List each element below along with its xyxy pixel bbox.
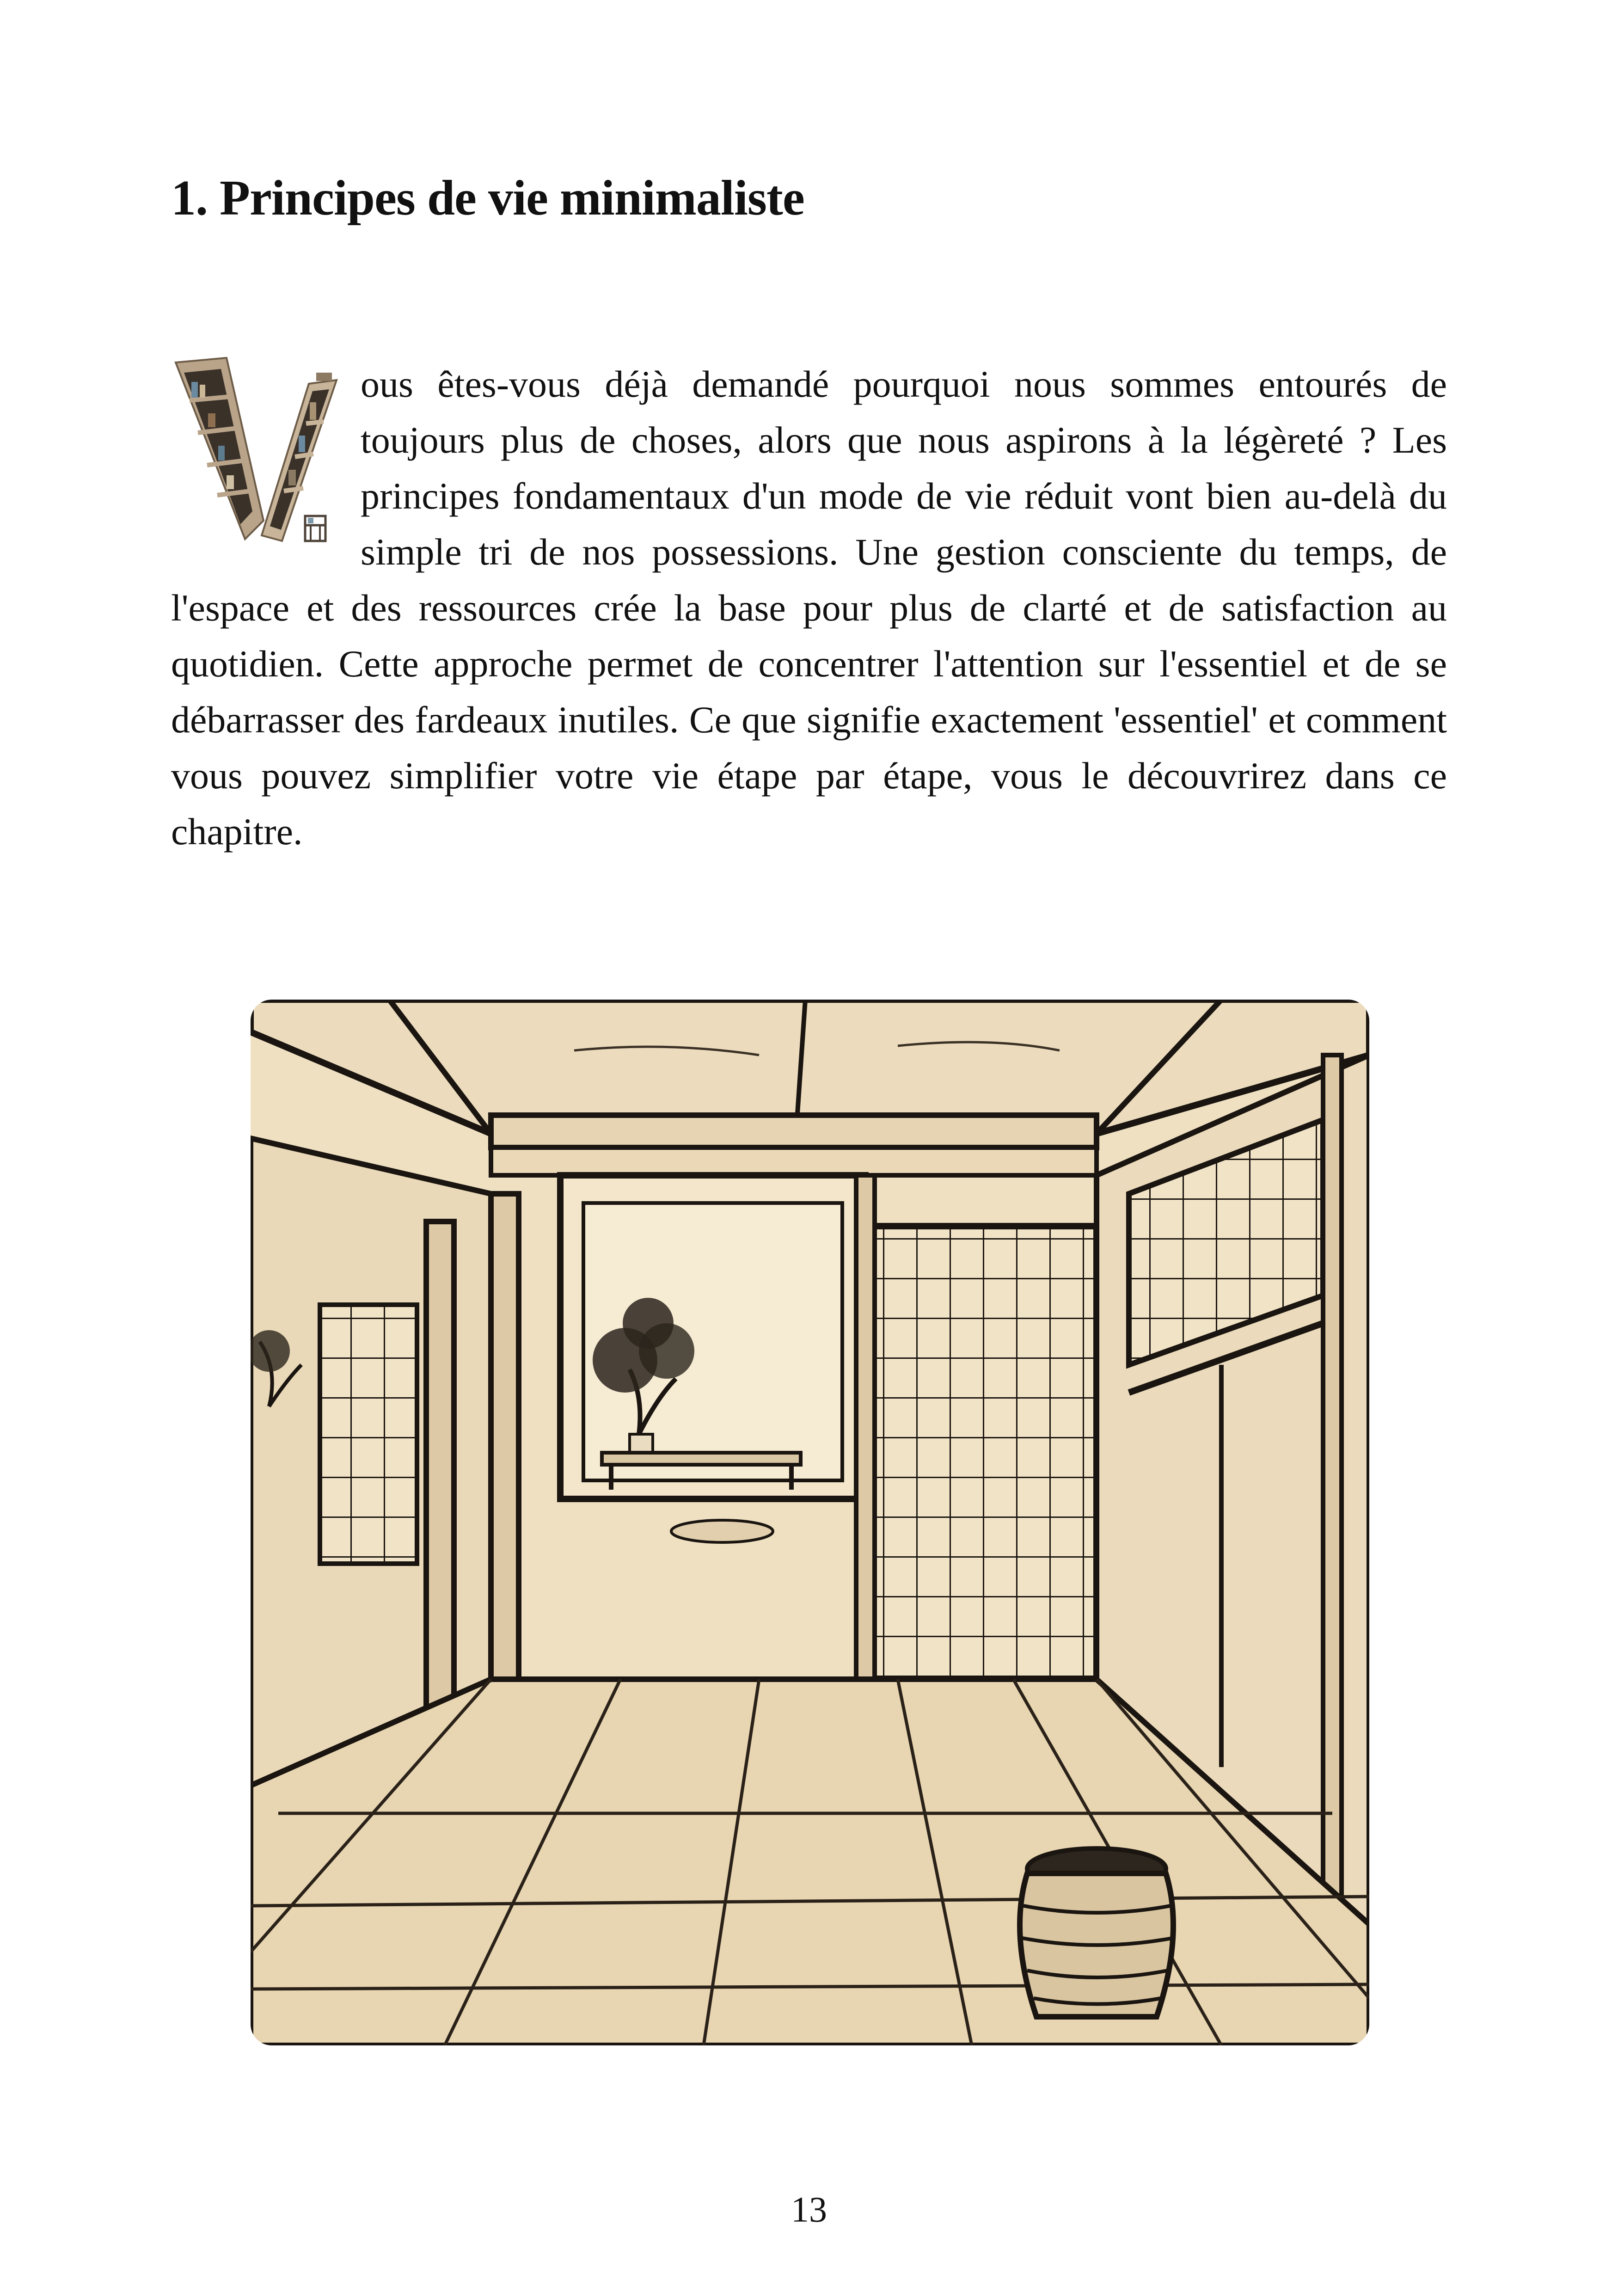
chapter-title: 1. Principes de vie minimaliste bbox=[171, 171, 804, 226]
japanese-room-illustration bbox=[251, 1000, 1369, 2045]
page-number: 13 bbox=[791, 2189, 827, 2229]
room-drawing bbox=[251, 1000, 1369, 2045]
intro-text: ous êtes-vous déjà demandé pourquoi nous sommes entourés de toujours plus de choses, alors que nous aspirons à la légèreté ? Les principes fondamentaux d'un mode de vie réduit vont bien au-delà du simple tri de nos possessions. Une gestion consciente du temps, de l'espace et des ressources crée la base pour plus de clarté et de satisfaction au quotidien. Cette approche permet de concentrer l'attention sur l'essentiel et de se débarrasser des fardeaux inutiles. Ce que signifie exactement 'essentiel' et comment vous pouvez simplifier votre vie étape par étape, vous le découvrirez dans ce chapitre. bbox=[171, 363, 1447, 853]
bookshelf-v-icon bbox=[171, 354, 361, 548]
intro-paragraph bbox=[171, 356, 1447, 859]
dropcap-bookshelf-v bbox=[171, 354, 361, 548]
